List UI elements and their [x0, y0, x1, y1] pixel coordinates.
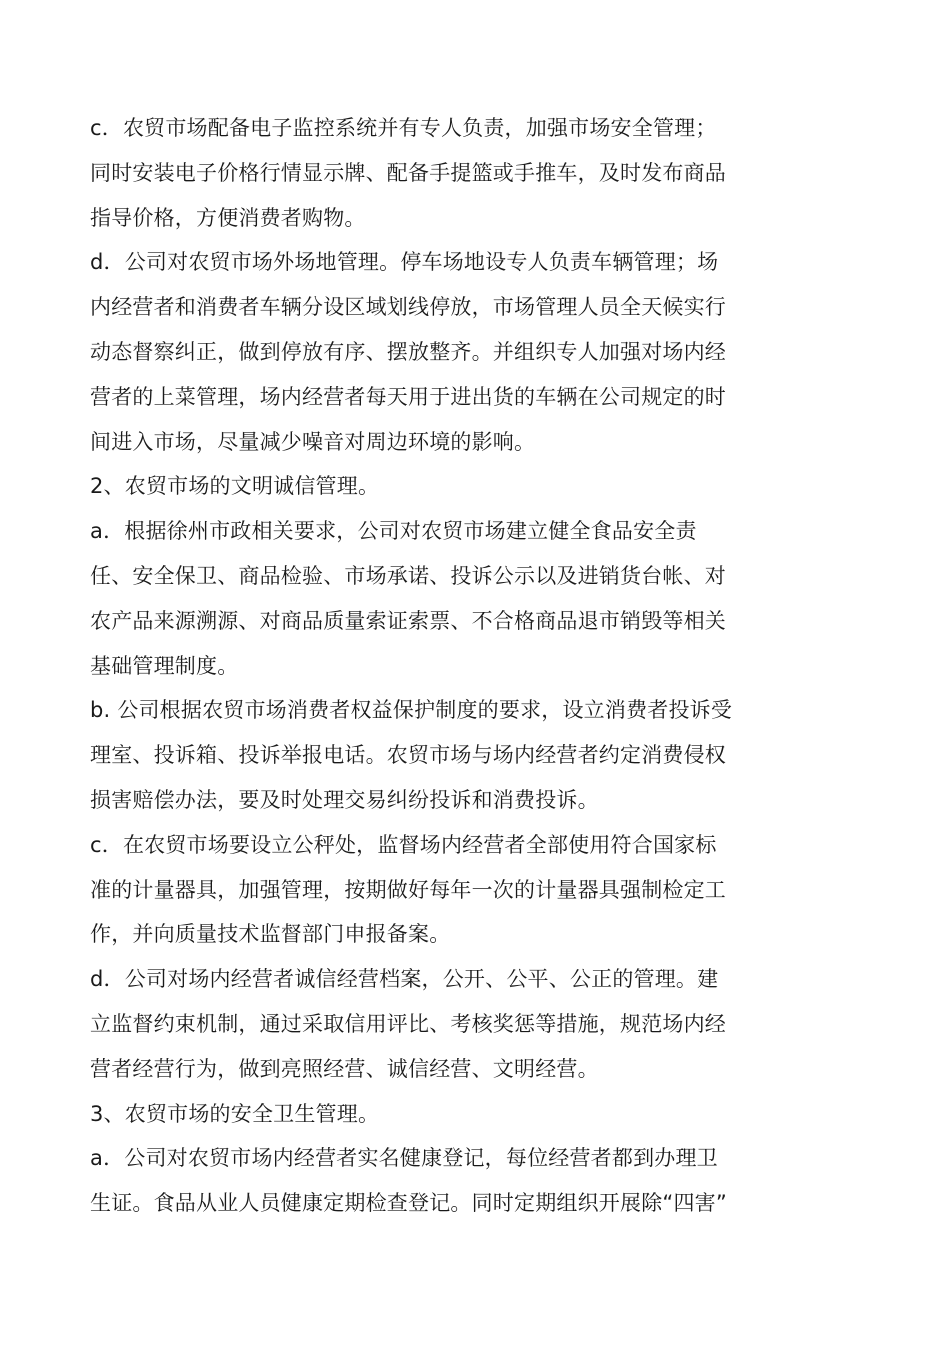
text-line: 营者经营行为，做到亮照经营、诚信经营、文明经营。 — [90, 1056, 599, 1081]
text-line: 作，并向质量技术监督部门申报备案。 — [90, 922, 451, 947]
text-line: 准的计量器具，加强管理，按期做好每年一次的计量器具强制检定工 — [90, 877, 726, 902]
text-line: 生证。食品从业人员健康定期检查登记。同时定期组织开展除“四害” — [90, 1191, 727, 1216]
text-line: a．公司对农贸市场内经营者实名健康登记，每位经营者都到办理卫 — [90, 1146, 718, 1171]
text-line: d．公司对农贸市场外场地管理。停车场地设专人负责车辆管理；场 — [90, 250, 719, 275]
text-line: a．根据徐州市政相关要求，公司对农贸市场建立健全食品安全责 — [90, 519, 697, 544]
text-line: d．公司对场内经营者诚信经营档案，公开、公平、公正的管理。建 — [90, 967, 719, 992]
section-heading: 3、农贸市场的安全卫生管理。 — [90, 1101, 380, 1126]
text-line: 基础管理制度。 — [90, 653, 239, 678]
text-line: 任、安全保卫、商品检验、市场承诺、投诉公示以及进销货台帐、对 — [90, 563, 726, 588]
text-line: 内经营者和消费者车辆分设区域划线停放，市场管理人员全天候实行 — [90, 295, 726, 320]
text-line: 间进入市场，尽量减少噪音对周边环境的影响。 — [90, 429, 536, 454]
text-line: 指导价格，方便消费者购物。 — [90, 205, 366, 230]
document-body — [90, 106, 790, 1226]
text-line: 理室、投诉箱、投诉举报电话。农贸市场与场内经营者约定消费侵权 — [90, 743, 726, 768]
section-heading: 2、农贸市场的文明诚信管理。 — [90, 474, 380, 499]
text-line: 动态督察纠正，做到停放有序、摆放整齐。并组织专人加强对场内经 — [90, 339, 726, 364]
text-line: 营者的上菜管理，场内经营者每天用于进出货的车辆在公司规定的时 — [90, 384, 726, 409]
text-line: 损害赔偿办法，要及时处理交易纠纷投诉和消费投诉。 — [90, 787, 599, 812]
text-line: c．在农贸市场要设立公秤处，监督场内经营者全部使用符合国家标 — [90, 832, 717, 857]
text-line: 立监督约束机制，通过采取信用评比、考核奖惩等措施，规范场内经 — [90, 1011, 726, 1036]
text-line: b. 公司根据农贸市场消费者权益保护制度的要求，设立消费者投诉受 — [90, 698, 733, 723]
text-line: c．农贸市场配备电子监控系统并有专人负责，加强市场安全管理； — [90, 116, 717, 140]
text-line: 农产品来源溯源、对商品质量索证索票、不合格商品退市销毁等相关 — [90, 608, 726, 633]
text-line: 同时安装电子价格行情显示牌、配备手提篮或手推车，及时发布商品 — [90, 160, 726, 185]
